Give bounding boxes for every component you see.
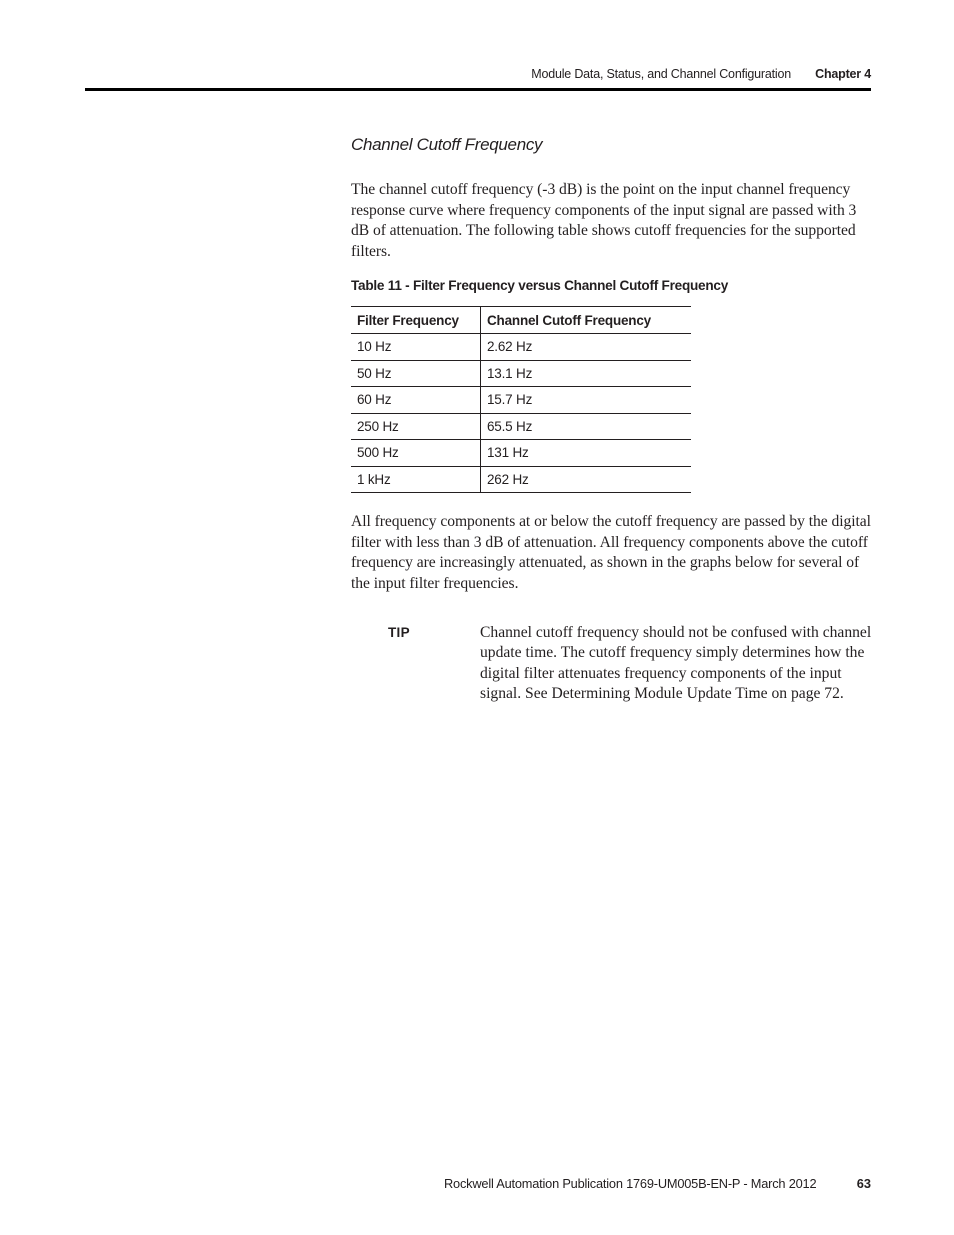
table-row [351, 334, 691, 361]
header-chapter-label: Chapter 4 [815, 67, 871, 81]
tip-text: Channel cutoff frequency should not be confused with channel update time. The cutoff frequency simply determines how the digital filter attenuates frequency components of the input signal. See Determining Module Update Time on page 72. [480, 624, 872, 703]
filter-frequency-cell: 60 Hz [351, 387, 481, 414]
page-header [85, 64, 871, 84]
cutoff-frequency-cell: 13.1 Hz [481, 360, 692, 387]
filter-frequency-cell: 1 kHz [351, 466, 481, 493]
table-row [351, 360, 691, 387]
table-header-row [351, 307, 691, 334]
cutoff-frequency-cell: 2.62 Hz [481, 334, 692, 361]
filter-frequency-cell: 500 Hz [351, 440, 481, 467]
frequency-table [351, 306, 691, 493]
filter-frequency-cell: 10 Hz [351, 334, 481, 361]
column-header-filter-frequency: Filter Frequency [351, 307, 481, 334]
tip-label: TIP [388, 625, 410, 640]
section-title: Channel Cutoff Frequency [351, 135, 543, 154]
table-row [351, 440, 691, 467]
header-rule [85, 88, 871, 91]
footer-page-number: 63 [856, 1176, 871, 1191]
filter-frequency-cell: 250 Hz [351, 413, 481, 440]
header-section-text: Module Data, Status, and Channel Configuration [531, 67, 791, 81]
cutoff-frequency-cell: 131 Hz [481, 440, 692, 467]
table-row [351, 466, 691, 493]
intro-paragraph: The channel cutoff frequency (-3 dB) is the point on the input channel frequency response curve where frequency components of the input signal are passed with 3 dB of attenuation. The following table shows cutoff frequencies for the supported filters. [351, 181, 857, 260]
column-header-cutoff-frequency: Channel Cutoff Frequency [481, 307, 692, 334]
footer-publication: Rockwell Automation Publication 1769-UM005B-EN-P - March 2012 [444, 1176, 817, 1191]
filter-frequency-cell: 50 Hz [351, 360, 481, 387]
table-caption: Table 11 - Filter Frequency versus Channel Cutoff Frequency [351, 278, 729, 293]
cutoff-frequency-cell: 65.5 Hz [481, 413, 692, 440]
table-row [351, 387, 691, 414]
attenuation-paragraph: All frequency components at or below the cutoff frequency are passed by the digital filter with less than 3 dB of attenuation. All frequency components above the cutoff frequency are increasingly attenuated, as shown in the graphs below for several of the input filter frequencies. [351, 513, 871, 592]
cutoff-frequency-cell: 15.7 Hz [481, 387, 692, 414]
cutoff-frequency-cell: 262 Hz [481, 466, 692, 493]
table-row [351, 413, 691, 440]
